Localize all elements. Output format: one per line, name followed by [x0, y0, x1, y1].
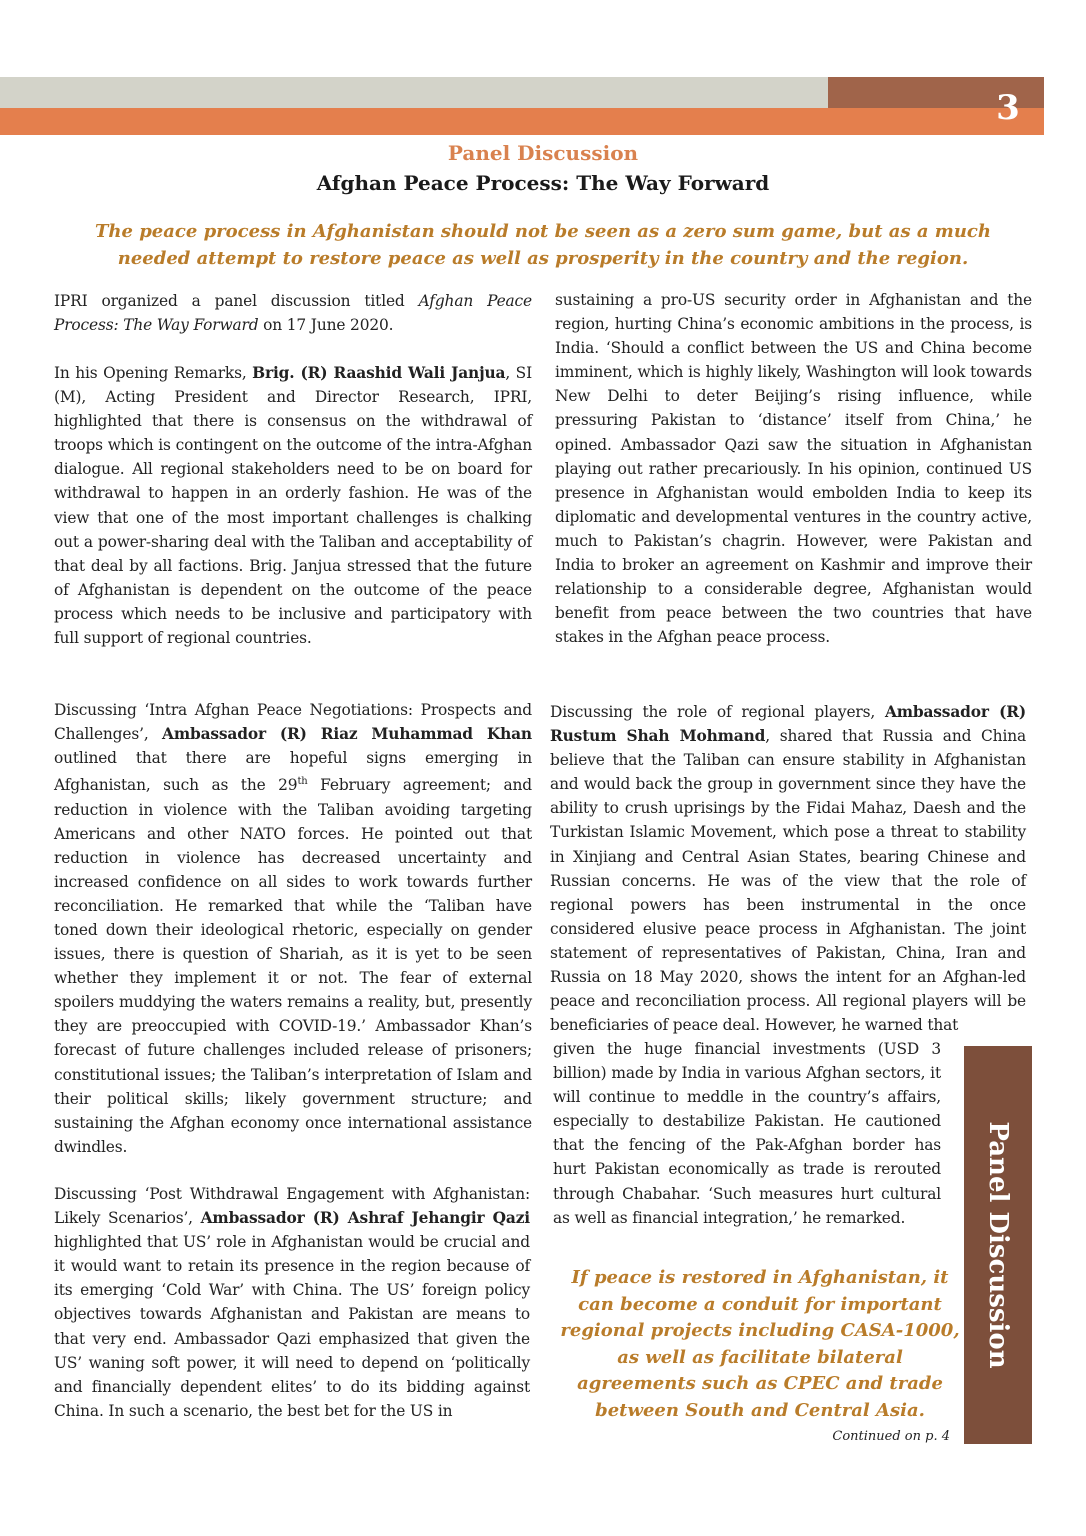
event-title: Afghan Peace Process: The Way Forward — [54, 292, 532, 335]
paragraph-opening-remarks: In his Opening Remarks, Brig. (R) Raashid Wali Janjua, SI (M), Acting President and Director Research, IPRI, highlighted that there is consensus on the withdrawal of troops which is contingent on the outcome of the intra-Afghan dialogue. All regional stakeholders need to be on board for withdrawal to happen in an orderly fashion. He was of the view that one of the most important challenges is chalking out a power-sharing deal with the Taliban and acceptability of that deal by all factions. Brig. Janjua stressed that the future of Afghanistan is dependent on the outcome of the peace process which needs to be inclusive and participatory with full support of regional countries. — [54, 364, 533, 648]
section-kicker: Panel Discussion — [447, 141, 639, 165]
paragraph-qazi: Discussing ‘Post Withdrawal Engagement with Afghanistan: Likely Scenarios’, Ambassador (R) Ashraf Jehangir Qazi highlighted that US’ role in Afghanistan would be crucial and it would want to retain its presence in the region because of its emerging ‘Cold War’ with China. The US’ foreign policy objectives towards Afghanistan and Pakistan are means to that very end. Ambassador Qazi emphasized that given the US’ waning soft power, it will need to depend on ‘politically and financially dependent elites’ to do its bidding against China. In such a scenario, the best bet for the US in — [54, 1185, 531, 1420]
paragraph-intro: IPRI organized a panel discussion titled Afghan Peace Process: The Way Forward on 17 June 2020. — [54, 292, 532, 335]
speaker-name: Brig. (R) Raashid Wali Janjua — [252, 364, 506, 382]
speaker-name: Ambassador (R) Rustum Shah Mohmand — [550, 703, 1026, 746]
section-sidebar-tab — [964, 1046, 1032, 1444]
continued-link: Continued on p. 4 — [832, 1429, 950, 1444]
speaker-name: Ambassador (R) Ashraf Jehangir Qazi — [200, 1209, 531, 1228]
standfirst: The peace process in Afghanistan should not be seen as a zero sum game, but as a much needed attempt to restore peace as well as prosperity in the country and the region. — [95, 221, 991, 269]
paragraph-mohmand-continued: given the huge financial investments (USD 3 billion) made by India in various Afghan sectors, it will continue to meddle in the country’s affairs, especially to destabilize Pakistan. He cautioned that the fencing of the Pak-Afghan border has hurt Pakistan economically as trade is rerouted through Chabahar. ‘Such measures hurt cultural as well as financial integration,’ he remarked. — [553, 1040, 941, 1227]
page-number: 3 — [996, 88, 1020, 128]
speaker-name: Ambassador (R) Riaz Muhammad Khan — [162, 725, 532, 744]
header-band-grey — [0, 77, 828, 108]
article-title: Afghan Peace Process: The Way Forward — [316, 171, 770, 195]
header-band-orange — [0, 108, 1044, 135]
paragraph-khan: Discussing ‘Intra Afghan Peace Negotiations: Prospects and Challenges’, Ambassador (R) Riaz Muhammad Khan outlined that there are hopeful signs emerging in Afghanistan, such as the 29th February agreement; and reduction in violence with the Taliban avoiding targeting Americans and other NATO forces. He pointed out that reduction in violence has decreased uncertainty and increased confidence on all sides to work towards further reconciliation. He remarked that while the ‘Taliban have toned down their ideological rhetoric, especially on gender issues, there is question of Shariah, as it is yet to be seen whether they implement it or not. The fear of external spoilers muddying the waters remains a reality, but, presently they are preoccupied with COVID-19.’ Ambassador Khan’s forecast of future challenges included release of prisoners; constitutional issues; the Taliban’s interpretation of Islam and their political skills; likely government structure; and sustaining the Afghan economy once international assistance dwindles. — [54, 701, 532, 1156]
pull-quote: If peace is restored in Afghanistan, it can become a conduit for important regional projects including CASA-1000, as well as facilitate bilateral agreements such as CPEC and trade between South and Central Asia. — [560, 1267, 960, 1421]
paragraph-mohmand: Discussing the role of regional players, Ambassador (R) Rustum Shah Mohmand, shared that Russia and China believe that the Taliban can ensure stability in Afghanistan and would back the group in government since they have the ability to crush uprisings by the Fidai Mahaz, Daesh and the Turkistan Islamic Movement, which pose a threat to stability in Xinjiang and Central Asian States, bearing Chinese and Russian concerns. He was of the view that the role of regional powers has been instrumental in the once considered elusive peace process in Afghanistan. The joint statement of representatives of Pakistan, China, Iran and Russia on 18 May 2020, shows the intent for an Afghan-led peace and reconciliation process. All regional players will be beneficiaries of peace deal. However, he warned that — [550, 703, 1027, 1035]
sidebar-label: Panel Discussion — [983, 1121, 1013, 1369]
paragraph-qazi-continued: sustaining a pro-US security order in Afghanistan and the region, hurting China’s economic ambitions in the process, is India. ‘Should a conflict between the US and China become imminent, which is highly likely, Washington will look towards New Delhi to deter Beijing’s rising influence, while pressuring Pakistan to ‘distance’ itself from China,’ he opined. Ambassador Qazi saw the situation in Afghanistan playing out rather precariously. In his opinion, continued US presence in Afghanistan would embolden India to keep its diplomatic and developmental ventures in the country active, much to Pakistan’s chagrin. However, were Pakistan and India to broker an agreement on Kashmir and improve their relationship to a considerable degree, Afghanistan would benefit from peace between the two countries that have stakes in the Afghan peace process. — [555, 291, 1032, 647]
